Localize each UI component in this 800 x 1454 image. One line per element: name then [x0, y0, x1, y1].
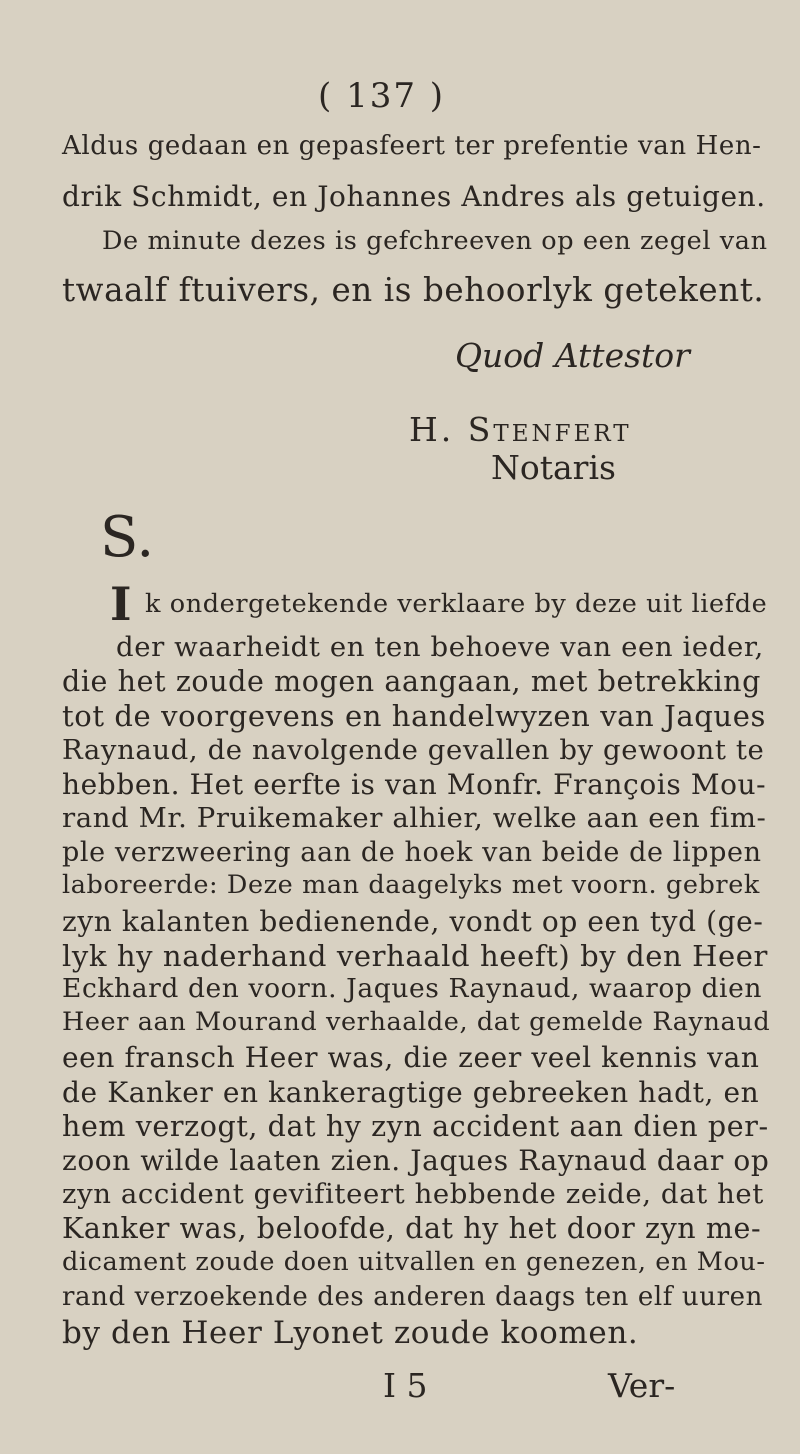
text-line: dicament zoude doen uitvallen en genezen, en Mou- — [62, 1247, 766, 1277]
text-line: die het zoude mogen aangaan, met betrekking — [62, 665, 761, 698]
text-line: rand verzoekende des anderen daags ten elf uuren — [62, 1282, 763, 1312]
signature-mark: I 5 — [383, 1366, 428, 1405]
text-line: k ondergetekende verklaare by deze uit liefde — [145, 589, 768, 619]
page-number: ( 137 ) — [318, 76, 446, 116]
text-line: der waarheidt en ten behoeve van een ieder, — [116, 631, 764, 663]
notary-title: Notaris — [491, 448, 616, 487]
text-line: ple verzweering aan de hoek van beide de lippen — [62, 837, 762, 868]
text-line: by den Heer Lyonet zoude koomen. — [62, 1315, 639, 1351]
text-line: hem verzogt, dat hy zyn accident aan dien per- — [62, 1110, 769, 1143]
catchword: Ver- — [608, 1366, 676, 1405]
text-line: Raynaud, de navolgende gevallen by gewoont te — [62, 734, 765, 766]
text-line: zoon wilde laaten zien. Jaques Raynaud daar op — [62, 1144, 770, 1177]
text-line: lyk hy naderhand verhaald heeft) by den Heer — [62, 939, 769, 973]
attestation-formula: Quod Attestor — [455, 336, 690, 375]
text-line: Heer aan Mourand verhaalde, dat gemelde Raynaud — [62, 1007, 771, 1037]
text-line: Aldus gedaan en gepasfeert ter prefentie van Hen- — [62, 131, 762, 161]
text-line: een fransch Heer was, die zeer veel kennis van — [62, 1041, 760, 1074]
text-line: drik Schmidt, en Johannes Andres als getuigen. — [62, 180, 766, 213]
text-line: rand Mr. Pruikemaker alhier, welke aan een fim- — [62, 802, 767, 834]
text-line: Kanker was, beloofde, dat hy het door zyn me- — [62, 1212, 762, 1245]
section-letter: S. — [100, 505, 155, 570]
text-line: hebben. Het eerfte is van Monfr. François Mou- — [62, 768, 767, 801]
text-line: zyn kalanten bedienende, vondt op een tyd (ge- — [62, 905, 764, 938]
drop-initial: I — [110, 577, 132, 631]
text-line: tot de voorgevens en handelwyzen van Jaques — [62, 699, 766, 733]
text-line: zyn accident gevifiteert hebbende zeide, dat het — [62, 1178, 764, 1210]
text-line: De minute dezes is gefchreeven op een zegel van — [102, 226, 768, 256]
text-line: de Kanker en kankeragtige gebreeken hadt, en — [62, 1076, 760, 1109]
text-line: laboreerde: Deze man daagelyks met voorn. gebrek — [62, 870, 760, 900]
text-line: twaalf ftuivers, en is behoorlyk getekent. — [62, 271, 765, 309]
text-line: Eckhard den voorn. Jaques Raynaud, waarop dien — [62, 973, 763, 1004]
notary-name: H. Stenfert — [409, 410, 632, 449]
